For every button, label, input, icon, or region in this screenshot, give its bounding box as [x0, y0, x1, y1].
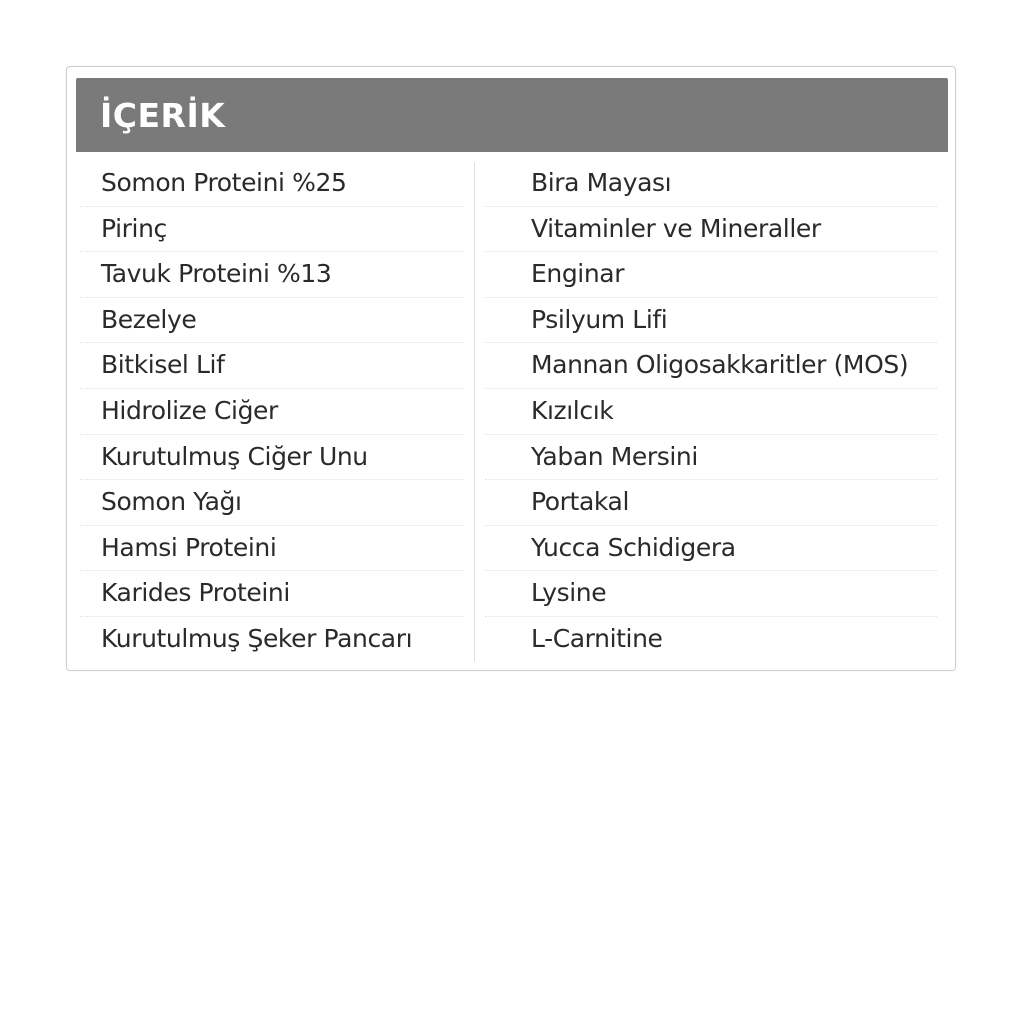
- ingredient-label: Psilyum Lifi: [531, 304, 668, 334]
- ingredient-row: [80, 435, 464, 481]
- ingredient-label: Tavuk Proteini %13: [101, 259, 332, 289]
- ingredient-label: Hamsi Proteini: [101, 532, 277, 562]
- ingredient-row: [80, 526, 464, 572]
- ingredient-label: Vitaminler ve Mineraller: [531, 213, 821, 243]
- ingredient-label: Kurutulmuş Ciğer Unu: [101, 441, 368, 471]
- ingredient-label: Bira Mayası: [531, 168, 672, 197]
- ingredient-row: [80, 571, 464, 617]
- ingredient-row: [80, 298, 464, 344]
- ingredient-row: [485, 252, 937, 298]
- ingredients-right-column: [485, 161, 937, 663]
- card-header: [76, 78, 948, 152]
- ingredient-label: Portakal: [531, 487, 629, 517]
- ingredient-row: [80, 480, 464, 526]
- ingredient-row: [80, 252, 464, 298]
- card-title: İÇERİK: [100, 96, 226, 135]
- ingredient-label: Somon Proteini %25: [101, 168, 347, 197]
- ingredient-row: [80, 207, 464, 253]
- ingredient-label: Bezelye: [101, 304, 197, 334]
- ingredients-card: [66, 66, 956, 671]
- ingredient-label: Mannan Oligosakkaritler (MOS): [531, 350, 909, 380]
- ingredient-row: [80, 343, 464, 389]
- ingredient-row: [80, 389, 464, 435]
- ingredient-label: Lysine: [531, 578, 607, 608]
- ingredient-row: [485, 617, 937, 663]
- ingredient-label: Pirinç: [101, 213, 167, 243]
- ingredient-label: Kızılcık: [531, 395, 614, 425]
- ingredient-label: Karides Proteini: [101, 578, 290, 608]
- ingredient-label: Yucca Schidigera: [531, 532, 736, 562]
- ingredients-left-column: [80, 161, 464, 663]
- ingredient-label: Somon Yağı: [101, 487, 242, 517]
- ingredient-row: [485, 526, 937, 572]
- ingredient-label: Hidrolize Ciğer: [101, 395, 278, 425]
- ingredient-label: Kurutulmuş Şeker Pancarı: [101, 623, 413, 653]
- ingredient-label: Yaban Mersini: [531, 441, 698, 471]
- ingredient-row: [485, 207, 937, 253]
- column-divider: [474, 162, 475, 662]
- ingredient-row: [485, 435, 937, 481]
- ingredient-row: [485, 298, 937, 344]
- ingredient-row: [485, 161, 937, 207]
- ingredient-row: [485, 480, 937, 526]
- ingredient-row: [80, 161, 464, 207]
- ingredient-row: [485, 343, 937, 389]
- ingredient-row: [485, 389, 937, 435]
- ingredient-row: [485, 571, 937, 617]
- ingredient-label: L-Carnitine: [531, 623, 663, 653]
- ingredient-label: Bitkisel Lif: [101, 350, 225, 380]
- ingredient-label: Enginar: [531, 259, 625, 289]
- ingredient-row: [80, 617, 464, 663]
